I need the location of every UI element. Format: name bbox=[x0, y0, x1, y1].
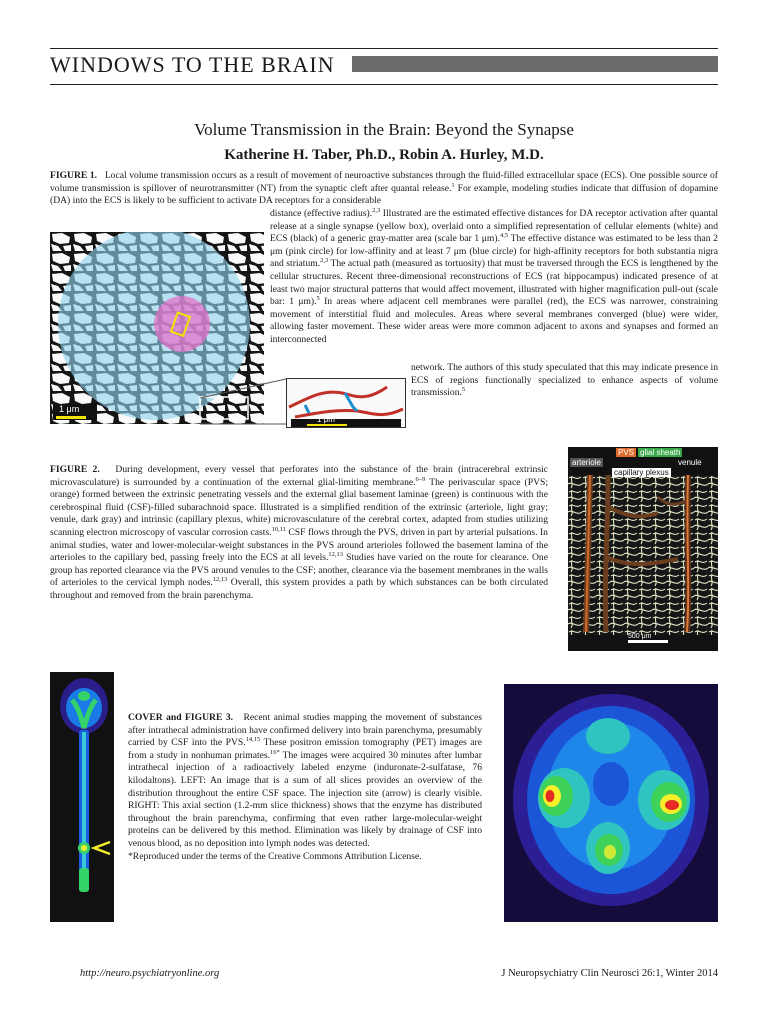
figure2-scale-bar bbox=[628, 640, 668, 643]
figure2-scale-label: 500 μm bbox=[628, 633, 652, 640]
figure3-right-pet-image bbox=[504, 684, 718, 922]
low-affinity-circle bbox=[154, 296, 210, 352]
pullout-scale-label: 1 μm bbox=[317, 415, 335, 424]
figure1-scale-bar bbox=[56, 416, 86, 419]
figure1-pullout bbox=[286, 378, 406, 428]
figure1-caption-middle: distance (effective radius).$^{2,3}$ Illustrated are the estimated effective distances for DA receptor activation after quantal release at a single synapse (yellow box), overlaid onto a simplified representation of cellular elements (white) and ECS (black) of a generic gray-matter area (scale bar 1 μm).$^{4,5}$ The effective distance was estimated to be less than 2 μm (pink circle) for low-affinity and at least 7 μm (blue circle) for high-affinity receptors for both substantia nigra and striatum.$^{2,3}$ The actual path (measured as tortuosity) that must be traversed through the ECS is lengthened by the cellular structures. Recent three-dimensional reconstructions of ECS (rat hippocampus) indicated presence of at least two major structural patterns that would affect movement, illustrated with higher magnification pull-out (scale bar: 1 μm).$^5$ In areas where adjacent cell membranes were parallel (red), the ECS was narrower, constraining movement of interstitial fluid and molecules. Areas where several membranes converged (blue) were wider, allowing faster movement. These wider areas were more common adjacent to axons and synapses and formed an interconnected bbox=[270, 206, 719, 345]
header-rule-top bbox=[50, 48, 718, 49]
footer-url[interactable]: http://neuro.psychiatryonline.org bbox=[80, 968, 220, 979]
label-capillary-plexus: capillary plexus bbox=[614, 468, 669, 477]
article-authors: Katherine H. Taber, Ph.D., Robin A. Hurley, M.D. bbox=[224, 147, 544, 163]
footer-journal-citation: J Neuropsychiatry Clin Neurosci 26:1, Winter 2014 bbox=[501, 968, 718, 979]
legend-pvs: PVS bbox=[618, 448, 635, 457]
label-venule: venule bbox=[678, 458, 702, 467]
pullout-connector bbox=[200, 376, 290, 428]
legend-glial-sheath: glial sheath bbox=[640, 448, 681, 457]
figure1-caption-bottom: network. The authors of this study speculated that this may indicate presence in ECS of regions functionally specialized to enhance aspects of volume transmission.$^5$ bbox=[411, 362, 718, 399]
injection-site-arrow bbox=[94, 842, 110, 854]
figure3-left-pet-image bbox=[50, 672, 114, 922]
header-rule-bottom bbox=[50, 84, 718, 85]
figure1-label: FIGURE 1. bbox=[50, 170, 98, 181]
figure2-caption: FIGURE 2. During development, every vessel that perforates into the substance of the brain (intracerebral extrinsic microvasculature) is surrounded by a continuation of the external glial-limiting membrane.$^{6-9}$ The perivascular space (PVS; orange) formed between the extrinsic penetrating vessels and the external glial basement laminae (green) is continuous with the cerebrospinal fluid (CSF)-filled subarachnoid space. Illustrated is a simplified rendition of the extrinsic (arteriole, light gray; venule, dark gray) and intrinsic (capillary plexus, white) microvasculature of the cerebral cortex, adapted from studies utilizing scanning electron microscopy of vascular corrosion casts.$^{10,11}$ CSF flows through the PVS, driven in part by arterial pulsations. In animal studies, water and lower-molecular-weight substances in the PVS around arterioles followed the basement lamina of the arterioles to the capillary bed, passing freely into the ECS at all levels.$^{12,13}$ Studies have varied on the route for clearance. One group has reported clearance via the PVS around venules to the CSF; another, clearance via the basement membranes in the walls of arterioles to the cervical lymph nodes.$^{12,13}$ Overall, this system provides a path by which substances can be both circulated throughout and removed from the brain parenchyma. bbox=[50, 464, 548, 601]
figure2-vasculature-illustration bbox=[568, 447, 718, 651]
figure3-label: COVER and FIGURE 3. bbox=[128, 712, 234, 723]
section-title: WINDOWS TO THE BRAIN bbox=[50, 52, 335, 77]
figure3-caption: COVER and FIGURE 3. Recent animal studies mapping the movement of substances after intrathecal administration have confirmed delivery into brain parenchyma, presumably carried by CSF into the PVS.$^{14,15}$ These positron emission tomography (PET) images are from a study in nonhuman primates.$^{16*}$ The images were acquired 30 minutes after lumbar intrathecal injection of a radioactively labeled enzyme (induronate-2-sulfatase, 76 kilodaltons). LEFT: An image that is a sum of all slices provides an overview of the distribution throughout the entire CSF space. The injection site (arrow) is clearly visible. RIGHT: This axial section (1.2-mm slice thickness) shows that the enzyme has distributed throughout the brain parenchyma, confirming that even rather large-molecular-weight proteins can be delivered by this method. Elimination was likely by drainage of CSF into venous blood, as no deposition into lymph nodes was detected. *Reproduced under the terms of the Creative Commons Attribution License. bbox=[128, 712, 482, 862]
figure1-caption-top: FIGURE 1. Local volume transmission occurs as a result of movement of neuroactive substances through the fluid-filled extracellular space (ECS). One possible source of volume transmission is spillover of neurotransmitter (NT) from the synaptic cleft after quantal release.$^1$ For example, modeling studies indicate that diffusion of dopamine (DA) into the ECS is likely to be sufficient to activate DA receptors for a considerable bbox=[50, 170, 719, 207]
figure3-license-note: *Reproduced under the terms of the Creative Commons Attribution License. bbox=[128, 850, 422, 862]
figure1-scale-label: 1 μm bbox=[59, 404, 80, 414]
figure2-label: FIGURE 2. bbox=[50, 464, 100, 475]
label-arteriole: arteriole bbox=[572, 458, 601, 467]
article-title: Volume Transmission in the Brain: Beyond the Synapse bbox=[194, 120, 574, 139]
parallel-membrane-red bbox=[289, 387, 387, 407]
section-title-bar bbox=[352, 56, 718, 72]
